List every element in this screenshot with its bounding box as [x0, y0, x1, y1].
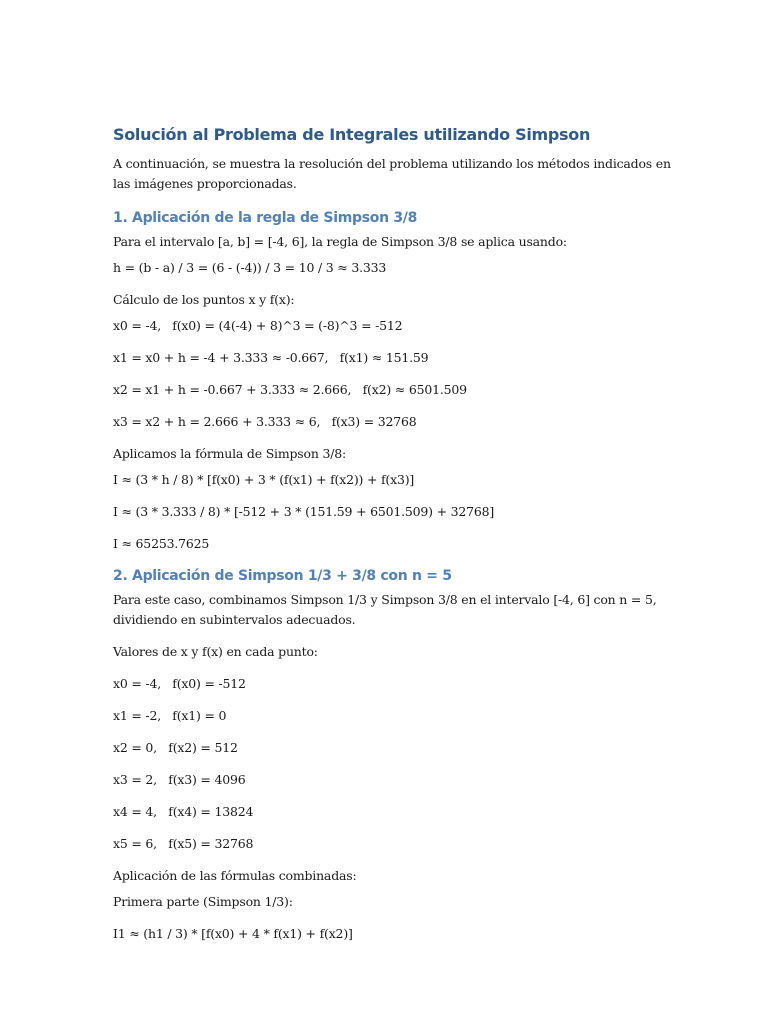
s2-line: x1 = -2, f(x1) = 0 [113, 708, 227, 723]
s1-line: h = (b - a) / 3 = (6 - (-4)) / 3 = 10 / 3 ≈ 3.333 [113, 260, 387, 275]
section-1-heading: 1. Aplicación de la regla de Simpson 3/8 [113, 210, 418, 226]
document-page [113, 124, 673, 956]
s2-line: x0 = -4, f(x0) = -512 [113, 676, 246, 691]
intro-paragraph: A continuación, se muestra la resolución del problema utilizando los métodos indicados en las imágenes proporcionadas. [113, 156, 675, 191]
s1-line: Para el intervalo [a, b] = [-4, 6], la regla de Simpson 3/8 se aplica usando: [113, 234, 567, 249]
s2-intro: Para este caso, combinamos Simpson 1/3 y Simpson 3/8 en el intervalo [-4, 6] con n = 5, dividiendo en subintervalos adecuados. [113, 592, 661, 627]
s1-line: x3 = x2 + h = 2.666 + 3.333 ≈ 6, f(x3) = 32768 [113, 414, 417, 429]
s1-line: I ≈ (3 * h / 8) * [f(x0) + 3 * (f(x1) + f(x2)) + f(x3)] [113, 472, 415, 487]
s2-line: Aplicación de las fórmulas combinadas: [113, 868, 357, 883]
s1-line: I ≈ (3 * 3.333 / 8) * [-512 + 3 * (151.59 + 6501.509) + 32768] [113, 504, 495, 519]
s2-line: I1 ≈ (h1 / 3) * [f(x0) + 4 * f(x1) + f(x2)] [113, 926, 353, 941]
s2-line: x3 = 2, f(x3) = 4096 [113, 772, 246, 787]
s2-line: x2 = 0, f(x2) = 512 [113, 740, 238, 755]
page-title: Solución al Problema de Integrales utilizando Simpson [113, 125, 591, 144]
s1-line: x2 = x1 + h = -0.667 + 3.333 ≈ 2.666, f(x2) ≈ 6501.509 [113, 382, 467, 397]
s2-line: x4 = 4, f(x4) = 13824 [113, 804, 254, 819]
s1-line: Cálculo de los puntos x y f(x): [113, 292, 295, 307]
s2-line: Primera parte (Simpson 1/3): [113, 894, 293, 909]
section-2-heading: 2. Aplicación de Simpson 1/3 + 3/8 con n = 5 [113, 568, 452, 584]
s1-line: I ≈ 65253.7625 [113, 536, 210, 551]
s1-line: x1 = x0 + h = -4 + 3.333 ≈ -0.667, f(x1) ≈ 151.59 [113, 350, 429, 365]
s1-line: Aplicamos la fórmula de Simpson 3/8: [113, 446, 347, 461]
s1-line: x0 = -4, f(x0) = (4(-4) + 8)^3 = (-8)^3 = -512 [113, 318, 403, 333]
s2-line: Valores de x y f(x) en cada punto: [113, 644, 318, 659]
s2-line: x5 = 6, f(x5) = 32768 [113, 836, 254, 851]
